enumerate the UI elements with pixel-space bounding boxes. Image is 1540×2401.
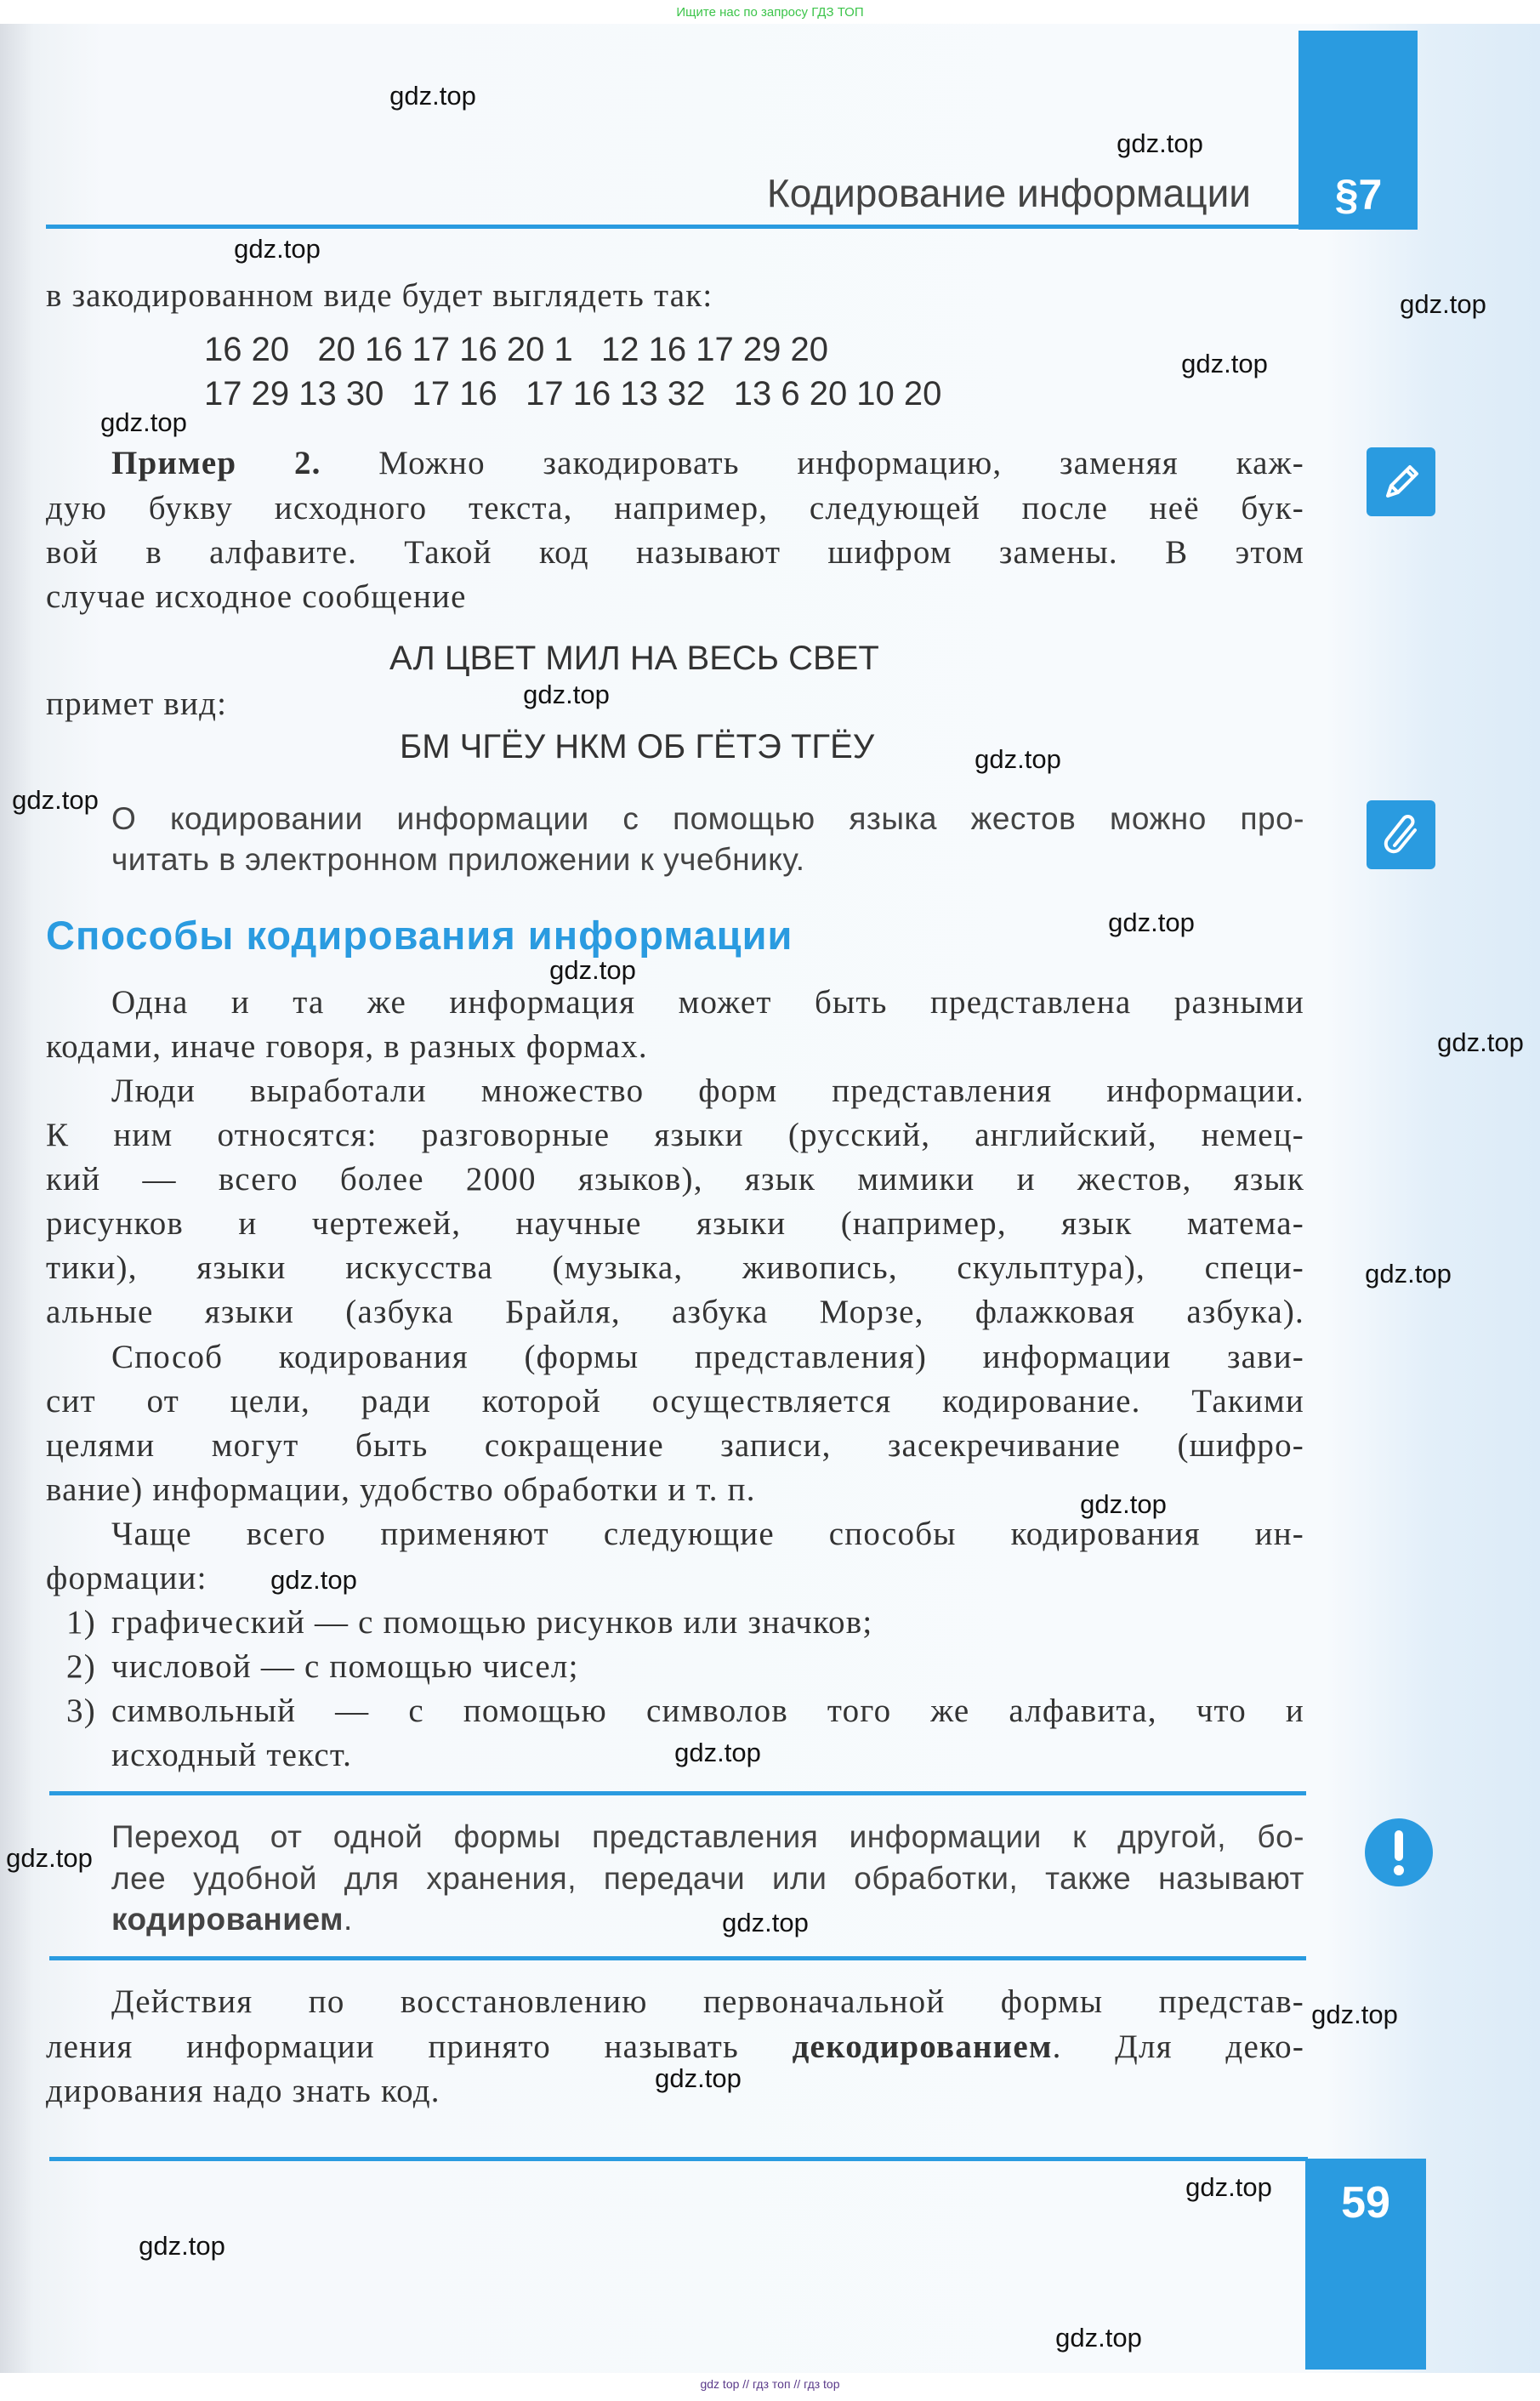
body-line: Способ кодирования (формы представления) информации зави- — [111, 1339, 1304, 1375]
header-rule — [46, 225, 1310, 229]
watermark: gdz.top — [389, 81, 476, 111]
watermark: gdz.top — [234, 234, 321, 264]
note-line: читать в электронном приложении к учебнику. — [111, 842, 805, 877]
watermark: gdz.top — [549, 955, 636, 985]
page-number: 59 — [1341, 2178, 1390, 2227]
watermark: gdz.top — [1365, 1259, 1452, 1289]
watermark: gdz.top — [523, 680, 610, 709]
body-line: Люди выработали множество форм представления информации. — [111, 1072, 1304, 1109]
definition-line: Переход от одной формы представления информации к другой, бо- — [111, 1819, 1304, 1854]
text: Можно закодировать информацию, заменяя каж- — [321, 445, 1304, 481]
example2-line — [111, 441, 1304, 486]
watermark: gdz.top — [674, 1738, 761, 1767]
definition-line: лее удобной для хранения, передачи или обработки, также называют — [111, 1861, 1304, 1896]
original-message: АЛ ЦВЕТ МИЛ НА ВЕСЬ СВЕТ — [389, 640, 879, 677]
definition-bottom-rule — [49, 1956, 1306, 1960]
watermark: gdz.top — [1181, 349, 1268, 378]
example2-line: случае исходное сообщение — [46, 578, 467, 615]
watermark: gdz.top — [722, 1908, 809, 1937]
decoding-term: декодированием — [792, 2028, 1053, 2065]
list-number: 2) — [66, 1648, 96, 1685]
definition-line — [111, 1897, 1304, 1942]
body-line: рисунков и чертежей, научные языки (например, язык матема- — [46, 1205, 1304, 1242]
body-line: кий — всего более 2000 языков), язык мимики и жестов, язык — [46, 1161, 1304, 1198]
watermark: gdz.top — [1108, 907, 1195, 937]
encoded-message: БМ ЧГЁУ НКМ ОБ ГЁТЭ ТГЁУ — [400, 728, 875, 765]
watermark: gdz.top — [1080, 1489, 1167, 1519]
definition-top-rule — [49, 1791, 1306, 1795]
intro-line: в закодированном виде будет выглядеть так: — [46, 277, 713, 314]
code-numbers-line: 17 29 13 30 17 16 17 16 13 32 13 6 20 10 20 — [204, 375, 942, 412]
list-item-continued: исходный текст. — [111, 1737, 353, 1773]
example2-label: Пример 2. — [111, 445, 321, 481]
watermark: gdz.top — [975, 744, 1061, 774]
body-line: вание) информации, удобство обработки и т. п. — [46, 1471, 756, 1508]
watermark: gdz.top — [139, 2231, 225, 2261]
definition-term: кодированием — [111, 1902, 344, 1937]
watermark: gdz.top — [1055, 2323, 1142, 2353]
page-header-title: Кодирование информации — [766, 171, 1251, 215]
text: . — [343, 1902, 353, 1937]
footer-rule — [49, 2157, 1308, 2161]
final-line: Действия по восстановлению первоначальной формы представ- — [111, 1983, 1304, 2020]
exclamation-icon — [1365, 1818, 1433, 1886]
list-number: 3) — [66, 1693, 96, 1729]
watermark: gdz.top — [6, 1843, 93, 1873]
watermark: gdz.top — [1437, 1027, 1524, 1057]
section-heading: Способы кодирования информации — [46, 913, 793, 958]
body-line: сит от цели, ради которой осуществляется кодирование. Такими — [46, 1383, 1304, 1420]
list-item: числовой — с помощью чисел; — [111, 1648, 579, 1685]
final-line: дирования надо знать код. — [46, 2073, 440, 2109]
paperclip-icon — [1367, 800, 1435, 869]
body-line: кодами, иначе говоря, в разных формах. — [46, 1028, 648, 1065]
watermark: gdz.top — [12, 785, 99, 815]
code-numbers-line: 16 20 20 16 17 16 20 1 12 16 17 29 20 — [204, 331, 828, 368]
text: . Для деко- — [1052, 2028, 1305, 2065]
section-number: §7 — [1334, 171, 1383, 219]
text: ления информации принято называть — [46, 2028, 793, 2065]
top-search-note: Ищите нас по запросу ГДЗ ТОП — [676, 5, 864, 20]
example2-line: вой в алфавите. Такой код называют шифром замены. В этом — [46, 534, 1304, 571]
becomes-line: примет вид: — [46, 686, 228, 722]
body-line: К ним относятся: разговорные языки (русский, английский, немец- — [46, 1117, 1304, 1153]
body-line: Чаще всего применяют следующие способы кодирования ин- — [111, 1516, 1304, 1552]
watermark: gdz.top — [1117, 128, 1203, 158]
watermark: gdz.top — [1400, 289, 1486, 319]
body-line: формации: — [46, 1560, 207, 1596]
list-number: 1) — [66, 1604, 96, 1641]
body-line: Одна и та же информация может быть представлена разными — [111, 984, 1304, 1021]
watermark: gdz.top — [1311, 2000, 1398, 2029]
note-line: О кодировании информации с помощью языка жестов можно про- — [111, 801, 1304, 836]
body-line: тики), языки искусства (музыка, живопись, скульптура), специ- — [46, 1249, 1304, 1286]
watermark: gdz.top — [1185, 2172, 1272, 2202]
body-line: целями могут быть сокращение записи, засекречивание (шифро- — [46, 1427, 1304, 1464]
pencil-icon — [1367, 447, 1435, 516]
body-line: альные языки (азбука Брайля, азбука Морзе, флажковая азбука). — [46, 1294, 1304, 1330]
footer-links: gdz top // гдз топ // гдз top — [700, 2377, 840, 2391]
list-item: символьный — с помощью символов того же алфавита, что и — [111, 1693, 1304, 1729]
watermark: gdz.top — [270, 1565, 357, 1595]
watermark: gdz.top — [655, 2063, 742, 2093]
list-item: графический — с помощью рисунков или значков; — [111, 1604, 873, 1641]
watermark: gdz.top — [100, 407, 187, 437]
example2-line: дую букву исходного текста, например, следующей после неё бук- — [46, 490, 1304, 526]
